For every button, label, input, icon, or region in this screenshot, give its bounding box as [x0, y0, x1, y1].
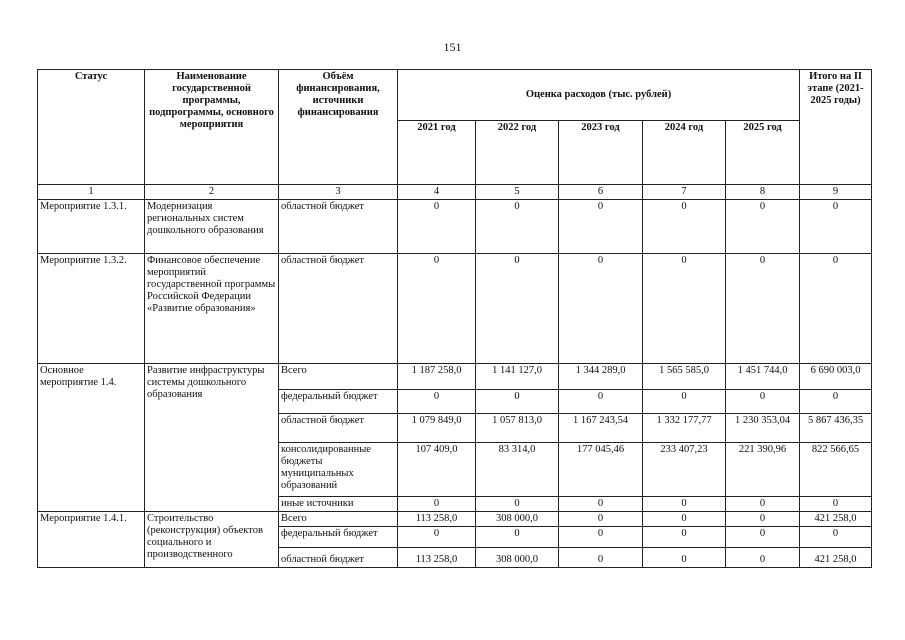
- cell-2025: 0: [726, 497, 800, 512]
- header-year-2023: 2023 год: [559, 121, 643, 185]
- cell-2025: 0: [726, 527, 800, 548]
- cell-2021: 0: [398, 200, 476, 254]
- cell-2022: 0: [476, 390, 559, 414]
- header-estimate: Оценка расходов (тыс. рублей): [398, 70, 800, 121]
- row-source: областной бюджет: [279, 548, 398, 568]
- cell-2024: 1 565 585,0: [643, 364, 726, 390]
- row-source: Всего: [279, 512, 398, 527]
- cell-total: 0: [800, 497, 872, 512]
- cell-2023: 1 344 289,0: [559, 364, 643, 390]
- cell-2022: 1 141 127,0: [476, 364, 559, 390]
- row-source: областной бюджет: [279, 200, 398, 254]
- cell-2023: 0: [559, 497, 643, 512]
- cell-total: 421 258,0: [800, 548, 872, 568]
- cell-2025: 0: [726, 390, 800, 414]
- row-source: иные источники: [279, 497, 398, 512]
- row-status: Мероприятие 1.4.1.: [38, 512, 145, 568]
- cell-2024: 0: [643, 254, 726, 364]
- header-year-2021: 2021 год: [398, 121, 476, 185]
- column-index: 1: [38, 185, 145, 200]
- budget-table: [37, 69, 872, 568]
- row-source: областной бюджет: [279, 414, 398, 443]
- cell-2021: 0: [398, 497, 476, 512]
- cell-total: 0: [800, 254, 872, 364]
- column-index: 3: [279, 185, 398, 200]
- cell-2022: 308 000,0: [476, 548, 559, 568]
- cell-2022: 83 314,0: [476, 443, 559, 497]
- column-index: 7: [643, 185, 726, 200]
- table-row: [38, 364, 872, 390]
- page-number: 151: [443, 40, 462, 54]
- cell-2025: 0: [726, 254, 800, 364]
- header-status: Статус: [38, 70, 145, 185]
- cell-2025: 0: [726, 548, 800, 568]
- row-source: федеральный бюджет: [279, 527, 398, 548]
- cell-2021: 0: [398, 390, 476, 414]
- cell-2022: 0: [476, 254, 559, 364]
- cell-2024: 1 332 177,77: [643, 414, 726, 443]
- cell-2025: 1 230 353,04: [726, 414, 800, 443]
- cell-2023: 0: [559, 390, 643, 414]
- table-row: [38, 512, 872, 527]
- cell-total: 0: [800, 527, 872, 548]
- cell-2023: 0: [559, 548, 643, 568]
- cell-2023: 0: [559, 512, 643, 527]
- column-index: 2: [145, 185, 279, 200]
- column-index: 9: [800, 185, 872, 200]
- cell-2025: 221 390,96: [726, 443, 800, 497]
- column-index-row: [38, 185, 872, 200]
- row-status: Мероприятие 1.3.1.: [38, 200, 145, 254]
- cell-2023: 1 167 243,54: [559, 414, 643, 443]
- cell-2024: 0: [643, 527, 726, 548]
- row-source: Всего: [279, 364, 398, 390]
- cell-2022: 1 057 813,0: [476, 414, 559, 443]
- cell-2025: 0: [726, 512, 800, 527]
- cell-total: 421 258,0: [800, 512, 872, 527]
- cell-2023: 0: [559, 254, 643, 364]
- cell-2021: 1 187 258,0: [398, 364, 476, 390]
- table-row: [38, 200, 872, 254]
- header-volume: Объём финансирования, источники финансирования: [279, 70, 398, 185]
- header-name: Наименование государственной программы, подпрограммы, основного мероприятия: [145, 70, 279, 185]
- row-name: Развитие инфраструктуры системы дошкольного образования: [145, 364, 279, 512]
- cell-2021: 1 079 849,0: [398, 414, 476, 443]
- cell-2022: 0: [476, 527, 559, 548]
- row-status: Мероприятие 1.3.2.: [38, 254, 145, 364]
- cell-2024: 0: [643, 497, 726, 512]
- row-source: федеральный бюджет: [279, 390, 398, 414]
- cell-2024: 233 407,23: [643, 443, 726, 497]
- cell-2025: 1 451 744,0: [726, 364, 800, 390]
- row-source: консолидированные бюджеты муниципальных образований: [279, 443, 398, 497]
- cell-total: 822 566,65: [800, 443, 872, 497]
- cell-2025: 0: [726, 200, 800, 254]
- cell-2022: 308 000,0: [476, 512, 559, 527]
- cell-total: 5 867 436,35: [800, 414, 872, 443]
- header-year-2022: 2022 год: [476, 121, 559, 185]
- table-row: [38, 254, 872, 364]
- cell-total: 0: [800, 390, 872, 414]
- cell-2021: 0: [398, 527, 476, 548]
- row-status: Основное мероприятие 1.4.: [38, 364, 145, 512]
- cell-2022: 0: [476, 200, 559, 254]
- header-year-2024: 2024 год: [643, 121, 726, 185]
- cell-2024: 0: [643, 390, 726, 414]
- header-year-2025: 2025 год: [726, 121, 800, 185]
- row-name: Модернизация региональных систем дошкольного образования: [145, 200, 279, 254]
- row-name: Строительство (реконструкция) объектов социального и производственного: [145, 512, 279, 568]
- cell-2024: 0: [643, 548, 726, 568]
- column-index: 8: [726, 185, 800, 200]
- column-index: 6: [559, 185, 643, 200]
- column-index: 5: [476, 185, 559, 200]
- cell-2023: 0: [559, 527, 643, 548]
- cell-2023: 0: [559, 200, 643, 254]
- cell-2021: 0: [398, 254, 476, 364]
- header-total: Итого на II этапе (2021-2025 годы): [800, 70, 872, 185]
- cell-2024: 0: [643, 200, 726, 254]
- cell-2024: 0: [643, 512, 726, 527]
- cell-total: 6 690 003,0: [800, 364, 872, 390]
- cell-2021: 113 258,0: [398, 548, 476, 568]
- cell-total: 0: [800, 200, 872, 254]
- row-source: областной бюджет: [279, 254, 398, 364]
- cell-2021: 113 258,0: [398, 512, 476, 527]
- cell-2022: 0: [476, 497, 559, 512]
- cell-2023: 177 045,46: [559, 443, 643, 497]
- cell-2021: 107 409,0: [398, 443, 476, 497]
- column-index: 4: [398, 185, 476, 200]
- row-name: Финансовое обеспечение мероприятий государственной программы Российской Федерации «Развитие образования»: [145, 254, 279, 364]
